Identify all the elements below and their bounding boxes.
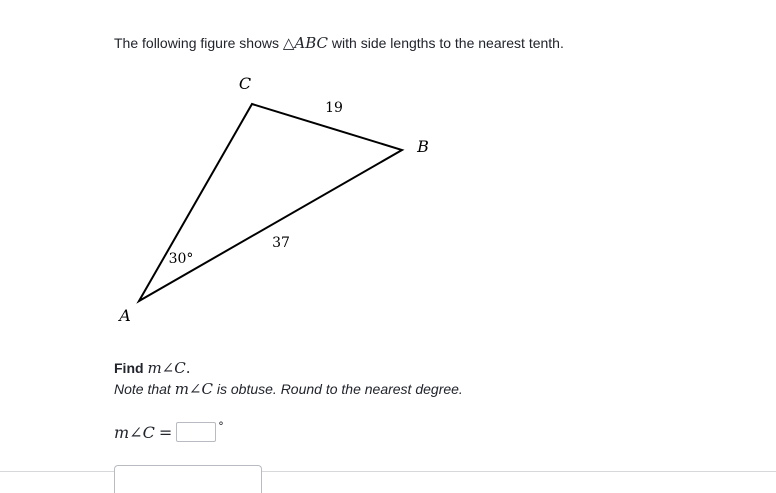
- note-text-after: is obtuse. Round to the nearest degree.: [212, 381, 463, 397]
- side-label-ab: 37: [272, 235, 290, 251]
- vertex-label-a: A: [119, 306, 131, 325]
- prompt-text-after: with side lengths to the nearest tenth.: [328, 35, 564, 51]
- note-expression: m∠C: [174, 380, 213, 398]
- vertex-label-b: B: [417, 137, 429, 156]
- find-period: .: [185, 359, 191, 377]
- side-label-cb: 19: [325, 100, 343, 116]
- triangle-abc: [139, 104, 402, 301]
- triangle-symbol: △: [282, 34, 295, 52]
- note-text-before: Note that: [114, 381, 175, 397]
- angle-label-a: 30°: [168, 251, 194, 267]
- answer-input[interactable]: [176, 422, 216, 442]
- answer-lhs: m∠C: [114, 422, 155, 442]
- find-expression: m∠C: [147, 359, 186, 377]
- degree-unit: °: [218, 419, 224, 433]
- note-instruction: [114, 380, 463, 398]
- triangle-name: ABC: [294, 34, 329, 52]
- prompt-text-before: The following figure shows: [114, 35, 283, 51]
- find-instruction: [114, 359, 191, 377]
- answer-row: [114, 421, 224, 443]
- vertex-label-c: C: [238, 74, 252, 93]
- find-label: Find: [114, 360, 144, 376]
- bottom-action-button[interactable]: [114, 465, 262, 493]
- answer-equals: =: [158, 422, 173, 442]
